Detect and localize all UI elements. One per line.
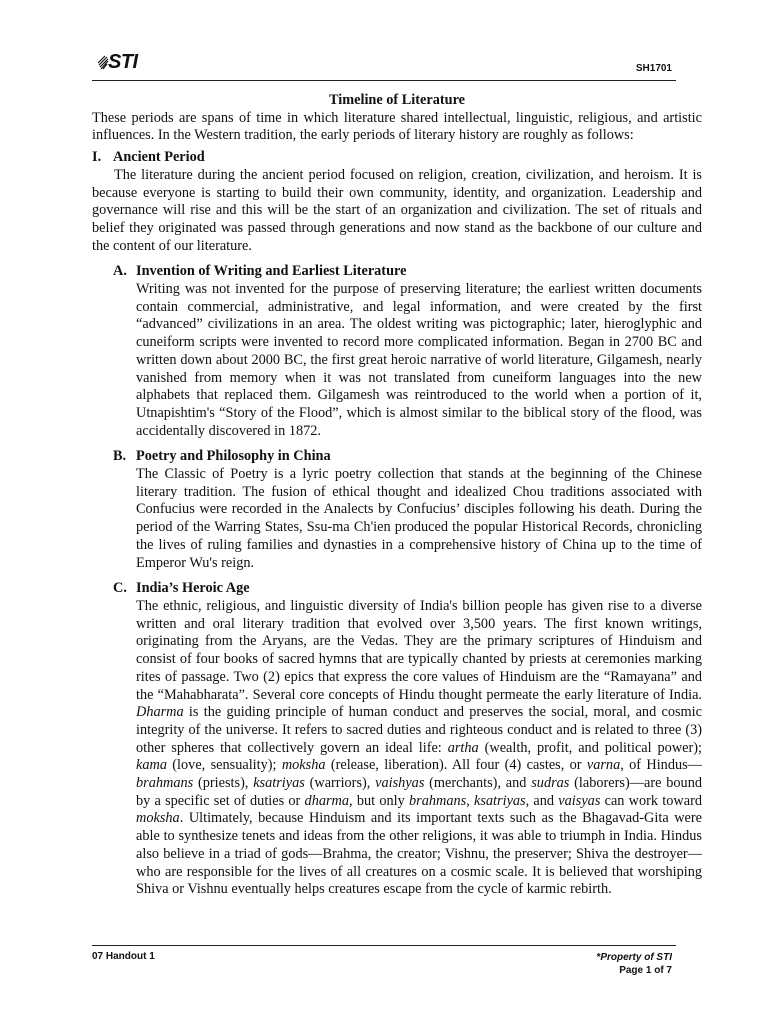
- footer-right: [596, 951, 672, 977]
- term: ksatriyas: [253, 775, 305, 792]
- text-run: (merchants), and: [424, 775, 532, 792]
- subsection-b: [113, 448, 702, 572]
- subsection-paragraph: [136, 598, 702, 899]
- text-run: ,: [466, 792, 474, 809]
- text-run: (wealth, profit, and political power);: [478, 739, 702, 756]
- subsection-paragraph: The Classic of Poetry is a lyric poetry collection that stands at the beginning of the Chinese literary tradition. The fusion of ethical thought and idealized Chou traditions associated with Confucius were recorded in the Analects by Confucius’ disciples following his death. During the period of the Warring States, Ssu-ma Ch'ien produced the popular Historical Records, chronicling the lives of ruling families and dynasties in a comprehensive history of China up to the time of Emperor Wu's reign.: [136, 466, 702, 571]
- term: moksha: [281, 757, 326, 774]
- text-run: can work toward: [600, 792, 702, 809]
- text-run: The ethnic, religious, and linguistic diversity of India's billion people has given rise to a diverse written and oral literary tradition that evolved over 3,500 years. The first known writings, originating from the Aryans, are the Vedas. They are the primary scriptures of Hinduism and consist of four books of sacred hymns that are typically chanted by priests at ceremonies marking rites of passage. Two (2) epics that express the core values of Hinduism are the “Ramayana” and the “Mahabharata”. Several core concepts of Hindu thought permeate the early literature of India.: [136, 597, 702, 703]
- text-run: (love, sensuality);: [166, 757, 282, 774]
- subsection-a: [113, 263, 702, 440]
- text-run: (warriors),: [304, 775, 376, 792]
- term: Dharma: [136, 704, 184, 721]
- term: varna: [586, 757, 621, 774]
- term: dharma: [304, 792, 350, 809]
- subsection-title: India’s Heroic Age: [136, 580, 250, 597]
- subsection-letter: C.: [113, 580, 127, 597]
- text-run: , but only: [349, 792, 409, 809]
- subsection-paragraph: Writing was not invented for the purpose of preserving literature; the earliest written documents contain commercial, administrative, and legal information, and were created by the first “advanced” civilizations in an area. The oldest writing was pictographic; later, hieroglyphic and cuneiform scripts were invented to record more complicated information. Began in 2700 BC and written down about 2000 BC, the first great heroic narrative of world literature, Gilgamesh, nearly vanished from memory when it was not translated from cuneiform languages into the new alphabets that replaced them. Gilgamesh was reintroduced to the world when a portion of it, Utnapishtim's “Story of the Flood”, which is almost similar to the biblical story of the flood, was accidentally discovered in 1872.: [136, 281, 702, 439]
- document-title: Timeline of Literature: [328, 92, 466, 108]
- term: vaisyas: [558, 792, 601, 809]
- term: kama: [136, 757, 167, 774]
- subsection-heading: [113, 263, 702, 281]
- section-paragraph: The literature during the ancient period focused on religion, creation, civilization, and heroism. It is because everyone is starting to build their own community, identity, and organization. Leadership and governance will rise and this will be the start of an organization and civilization. The set of rituals and belief they originated was passed through generations and now stand as the backbone of our culture and the content of our literature.: [92, 166, 702, 254]
- text-run: (laborers)—are bound by a specific set of duties or: [136, 775, 702, 809]
- header-divider: [92, 80, 676, 81]
- subsection-heading: [113, 580, 702, 598]
- text-run: , and: [525, 792, 559, 809]
- footer-divider: [92, 945, 676, 946]
- subsection-title: Poetry and Philosophy in China: [136, 448, 331, 465]
- subsection-letter: A.: [113, 263, 127, 280]
- section-heading: [92, 149, 702, 167]
- handout-label: 07 Handout 1: [92, 951, 155, 962]
- term: artha: [447, 739, 479, 756]
- subsection-letter: B.: [113, 448, 127, 465]
- term: brahmans: [408, 792, 467, 809]
- intro-paragraph: These periods are spans of time in which literature shared intellectual, linguistic, religious, and artistic influences. In the Western tradition, the early periods of literary history are roughly as follows:: [92, 109, 702, 144]
- text-run: , of Hindus—: [620, 757, 702, 774]
- section-number: I.: [92, 149, 102, 166]
- logo-text: STI: [108, 51, 138, 73]
- subsection-c: [113, 580, 702, 899]
- document-code: SH1701: [635, 63, 672, 74]
- term: ksatriyas: [474, 792, 526, 809]
- text-run: (priests),: [193, 775, 254, 792]
- term: brahmans: [136, 775, 194, 792]
- term: vaishyas: [375, 775, 425, 792]
- text-run: (release, liberation). All four (4) castes, or: [325, 757, 587, 774]
- document-body: [92, 92, 702, 899]
- section-title: Ancient Period: [113, 149, 205, 166]
- subsection-heading: [113, 448, 702, 466]
- term: moksha: [136, 810, 180, 827]
- text-run: is the guiding principle of human conduct and preserves the social, moral, and cosmic integrity of the universe. It refers to sacred duties and righteous conduct and is related to three (3) other spheres that collectively govern an ideal life:: [136, 704, 702, 756]
- subsection-title: Invention of Writing and Earliest Literature: [136, 263, 407, 280]
- term: sudras: [531, 775, 570, 792]
- property-notice: *Property of STI: [596, 952, 672, 963]
- text-run: . Ultimately, because Hinduism and its important texts such as the Bhagavad-Gita were able to synthesize tenets and ideas from the other religions, it was able to triumph in India. Hindus also believe in a triad of gods—Brahma, the creator; Vishnu, the preserver; Shiva the destroyer—who are responsible for the lives of all creatures on a cosmic scale. It is believed that worshiping Shiva or Vishnu eventually helps creatures escape from the cycle of karmic rebirth.: [136, 810, 702, 898]
- page-number: Page 1 of 7: [619, 965, 672, 976]
